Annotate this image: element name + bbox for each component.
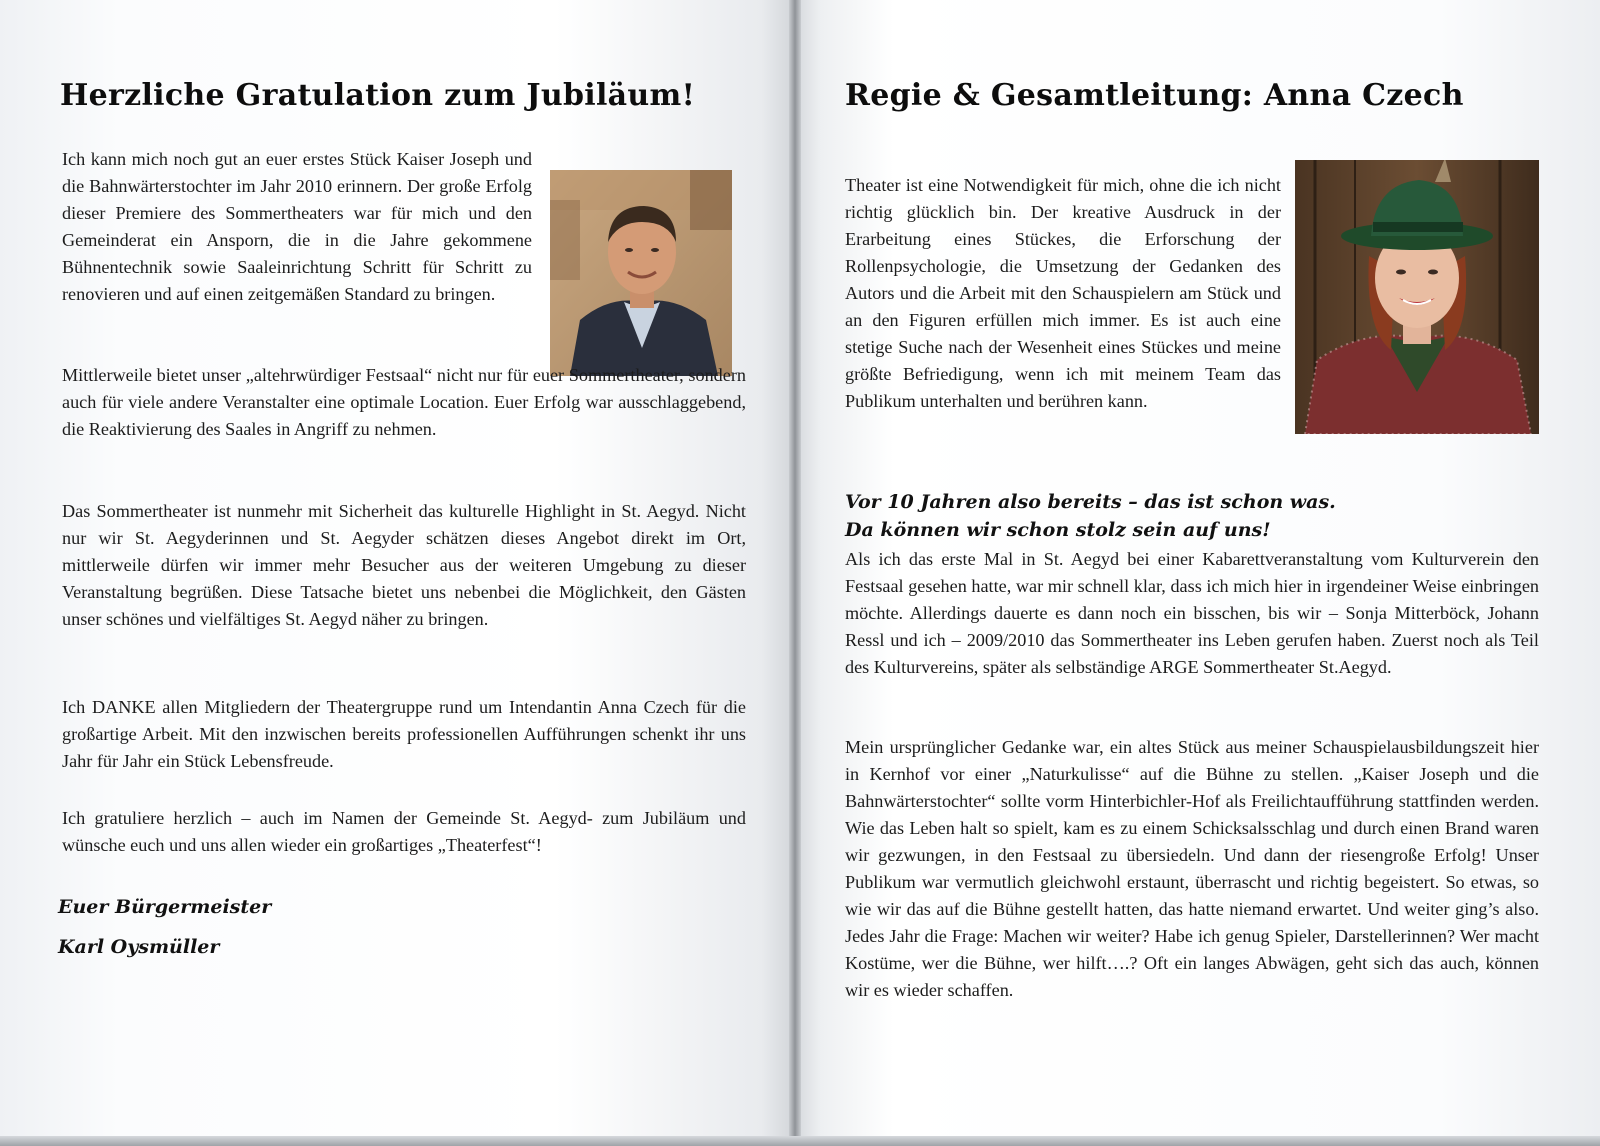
director-portrait-photo [1295,160,1539,434]
script-quote-line-2: Da können wir schon stolz sein auf uns! [845,519,1271,541]
mayor-portrait-photo [550,170,732,376]
script-quote-line-1: Vor 10 Jahren also bereits – das ist schon was. [845,491,1336,513]
page-bottom-shadow [0,1136,1600,1146]
left-paragraph-1: Ich kann mich noch gut an euer erstes Stück Kaiser Joseph und die Bahnwärterstochter im Jahr 2010 erinnern. Der große Erfolg dieser Premiere des Sommertheaters war für mich und den Gemeinderat ein Ansporn, die in die Jahre gekommene Bühnentechnik sowie Saaleinrichtung Schritt für Schritt zu renovieren und auf einen zeitgemäßen Standard zu bringen. [62,149,532,304]
book-spine-gutter [789,0,801,1146]
right-paragraph-2: Als ich das erste Mal in St. Aegyd bei einer Kabarettveranstaltung vom Kulturverein den Festsaal gesehen hatte, war mir schnell klar, dass ich mich hier in irgendeiner Weise einbringen möchte. Allerdings dauerte es dann noch ein bisschen, bis wir – Sonja Mitterböck, Johann Ressl und ich – 2009/2010 das Sommertheater ins Leben gerufen haben. Zuerst noch als Teil des Kulturvereins, später als selbständige ARGE Sommertheater St.Aegyd. [845,549,1539,677]
left-page [0,0,793,1140]
left-paragraph-2: Mittlerweile bietet unser „altehrwürdiger Festsaal“ nicht nur für euer Sommertheater, sondern auch für viele andere Veranstalter eine optimale Location. Euer Erfolg war ausschlaggebend, die Reaktivierung des Saales in Angriff zu nehmen. [62,365,746,439]
right-paragraph-3: Mein ursprünglicher Gedanke war, ein altes Stück aus meiner Schauspielausbildungszeit hier in Kernhof vor einer „Naturkulisse“ auf die Bühne zu stellen. „Kaiser Joseph und die Bahnwärterstochter“ sollte vorm Hinterbichler-Hof als Freilichtaufführung stattfinden werden. Wie das Leben halt so spielt, kam es zu einem Schicksalsschlag und durch einen Brand waren wir gezwungen, in den Festsaal zu übersiedeln. Und dann der riesengroße Erfolg! Unser Publikum war vermutlich gleichwohl erstaunt, überrascht und richtig begeistert. So etwas, so wie wir das auf die Bühne gestellt hatten, das hatte niemand erwartet. Und weiter ging’s also. Jedes Jahr die Frage: Machen wir weiter? Habe ich genug Spieler, Darstellerinnen? Wer macht Kostüme, wer die Bühne, wer hilft….? Oft ein langes Abwägen, geht sich das auch, können wir es wieder schaffen. [845,737,1539,1000]
right-paragraph-1: Theater ist eine Notwendigkeit für mich, ohne die ich nicht richtig glücklich bin. Der kreative Ausdruck in der Erarbeitung eines Stückes, die Erforschung der Rollenpsychologie, die Umsetzung der Gedanken des Autors und die Arbeit mit den Schauspielern am Stück und an den Figuren erfüllen mich immer. Es ist auch eine stetige Suche nach der Wesenheit eines Stückes und meine größte Befriedigung, wenn ich mit meinem Team das Publikum unterhalten und berühren kann. [845,175,1281,411]
left-page-heading: Herzliche Gratulation zum Jubiläum! [60,78,696,113]
left-paragraph-3: Das Sommertheater ist nunmehr mit Sicherheit das kulturelle Highlight in St. Aegyd. Nicht nur wir St. Aegyderinnen und St. Aegyder schätzen dieses Angebot direkt im Ort, mittlerweile dürfen wir immer mehr Besucher aus der weiteren Umgebung zu dieser Veranstaltung begrüßen. Diese Tatsache bietet uns nebenbei die Möglichkeit, den Gästen unser schönes und vielfältiges St. Aegyd näher zu bringen. [62,501,746,629]
signature-name: Karl Oysmüller [58,936,220,958]
left-paragraph-4: Ich DANKE allen Mitgliedern der Theatergruppe rund um Intendantin Anna Czech für die großartige Arbeit. Mit den inzwischen bereits professionellen Aufführungen schenkt ihr uns Jahr für Jahr ein Stück Lebensfreude. [62,697,746,771]
signature-title: Euer Bürgermeister [58,896,272,918]
left-paragraph-5: Ich gratuliere herzlich – auch im Namen der Gemeinde St. Aegyd- zum Jubiläum und wünsche euch und uns allen wieder ein großartiges „Theaterfest“! [62,808,746,855]
right-page-heading: Regie & Gesamtleitung: Anna Czech [845,78,1464,113]
right-page [797,0,1600,1140]
